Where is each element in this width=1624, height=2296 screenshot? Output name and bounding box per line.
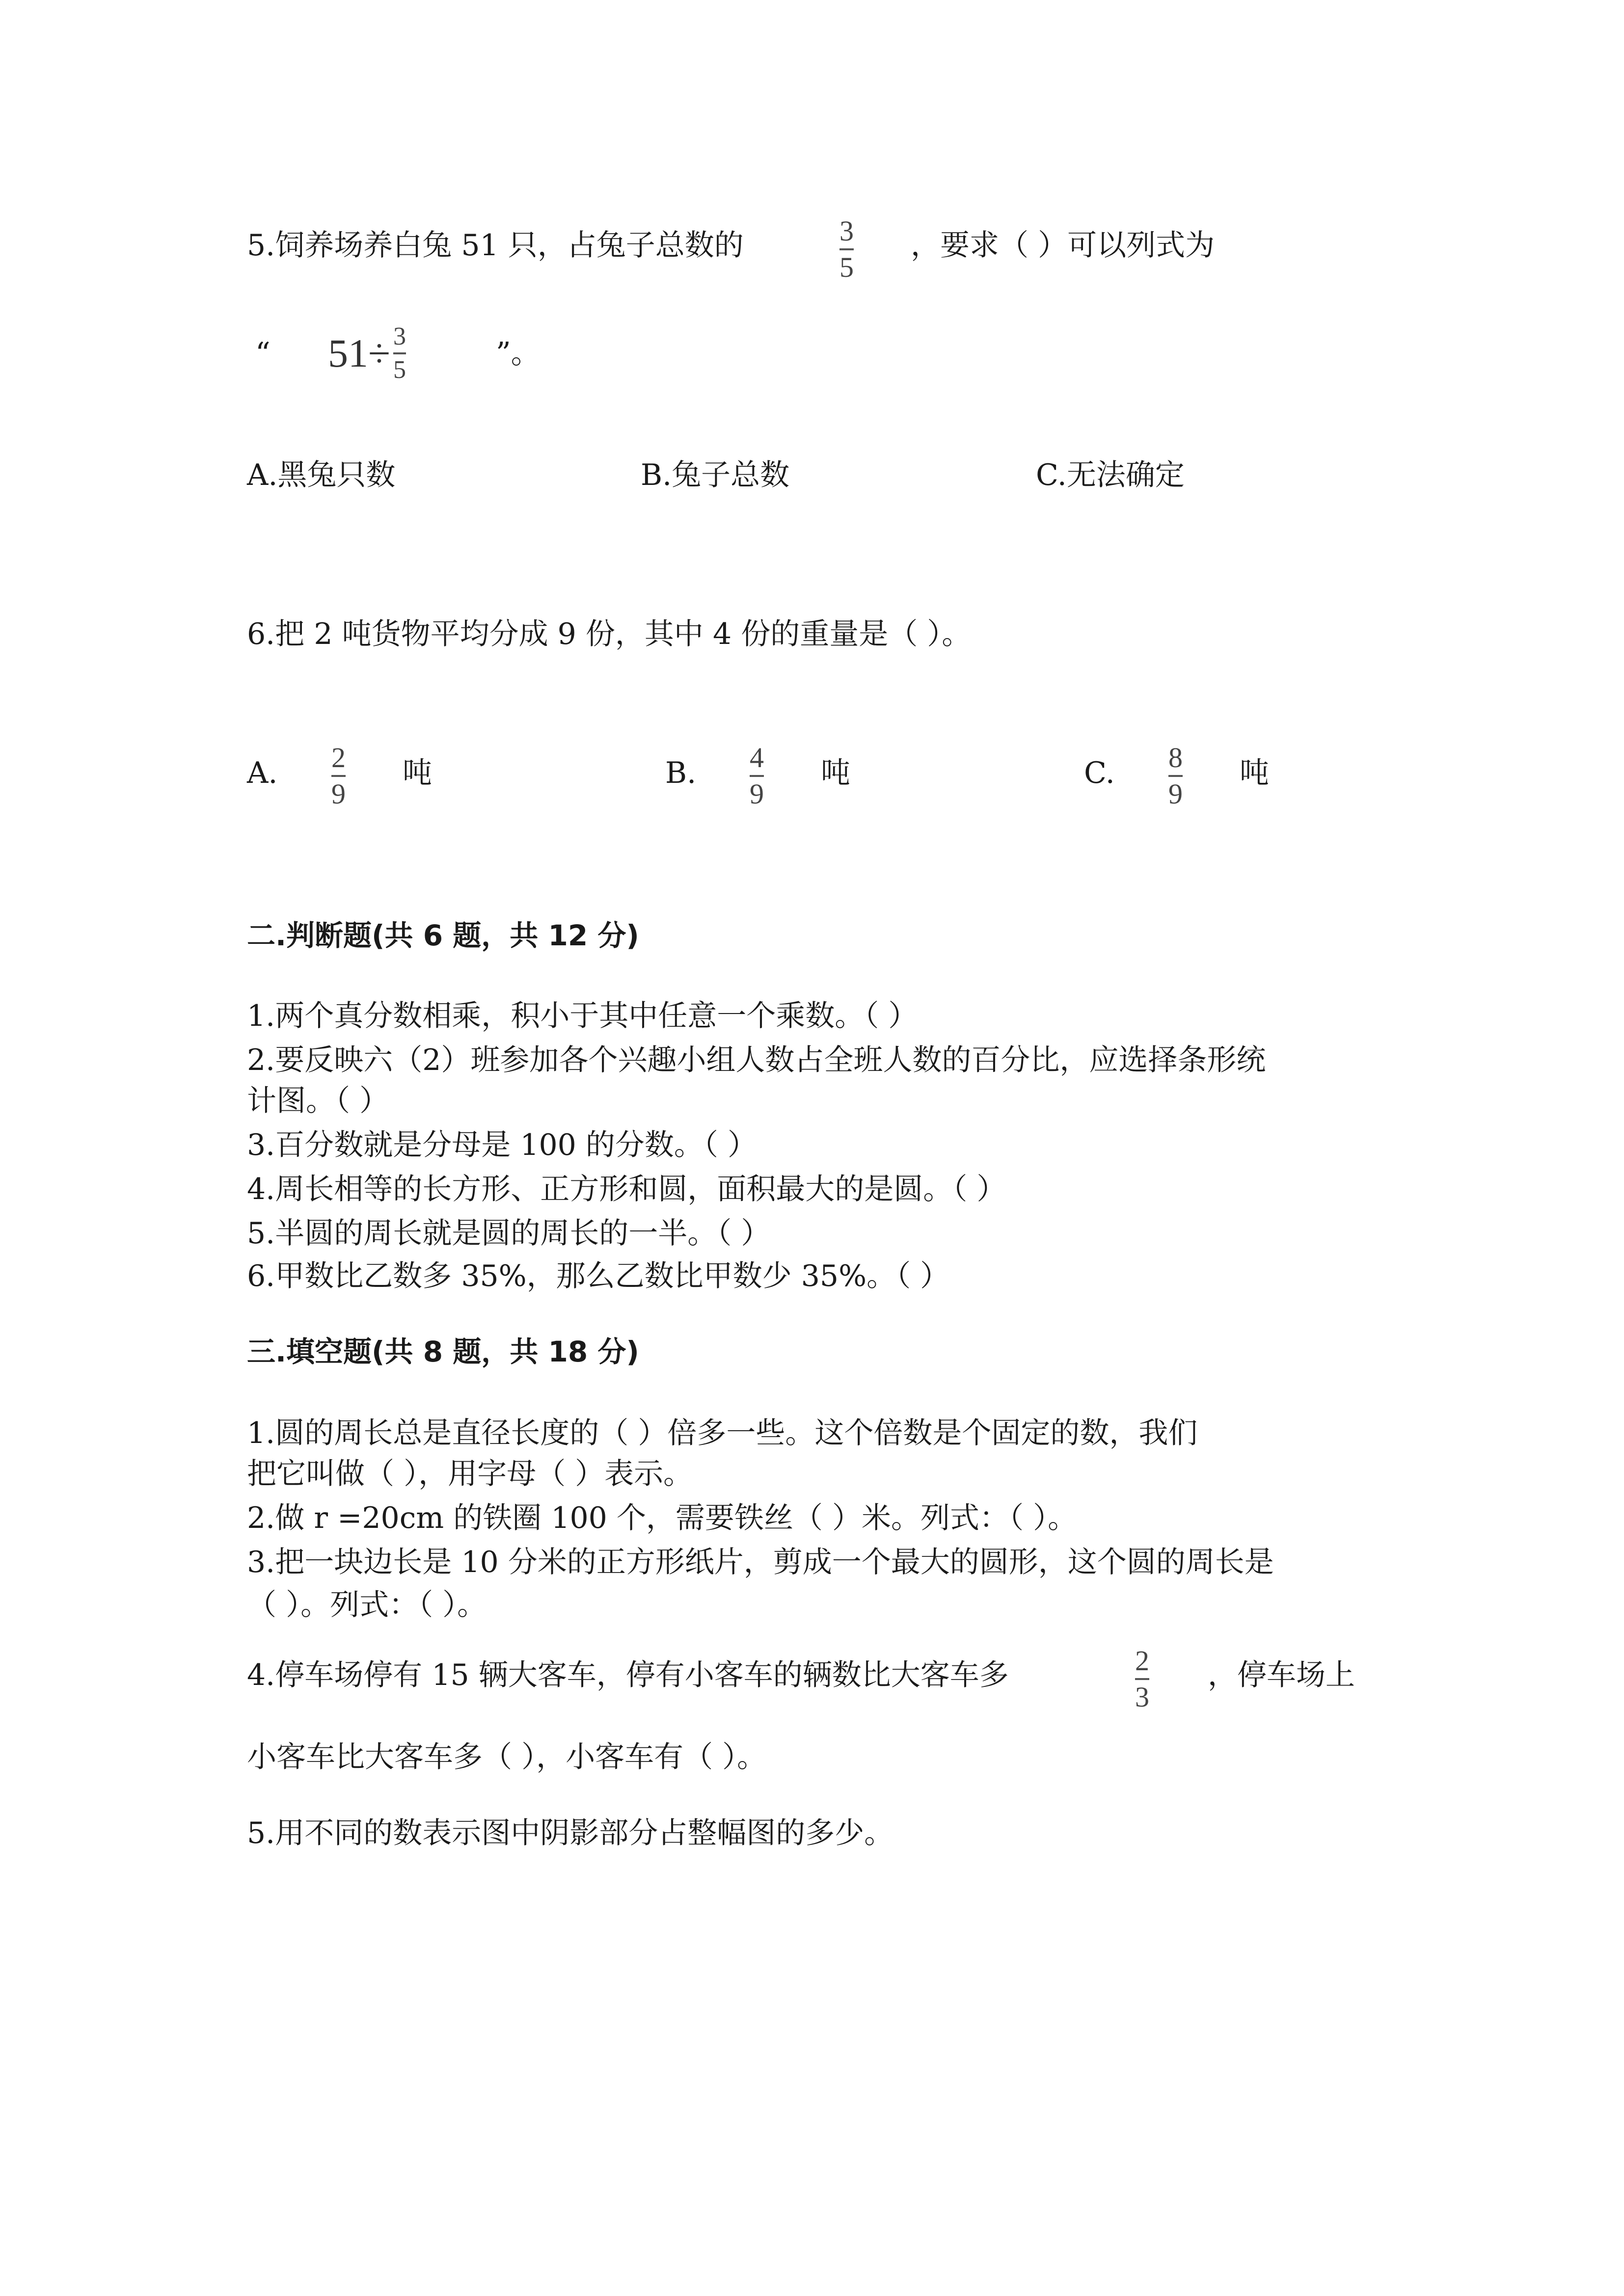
section3-line-1: 1.圆的周长总是直径长度的（ ）倍多一些。这个倍数是个固定的数，我们 [247,1416,1198,1450]
section2-line-7: 6.甲数比乙数多 35%，那么乙数比甲数少 35%。（ ） [247,1259,950,1293]
q5-expression-den: 5 [393,356,406,384]
fraction-bar [750,775,764,777]
q5-close-quote: ”。 [496,336,541,371]
fraction-bar [331,775,346,777]
fraction-bar [393,352,406,354]
q6-option-c-num: 8 [1168,742,1183,774]
section3-q4-den: 3 [1135,1681,1149,1713]
q6-option-a-den: 9 [331,778,346,810]
section3-q4-num: 2 [1135,1645,1149,1677]
q5-expression-fraction [393,324,406,383]
q5-line1-a: 5.饲养场养白兔 51 只，占兔子总数的 [247,228,744,263]
q6-option-b-den: 9 [750,778,764,810]
fraction-bar [1135,1678,1149,1680]
fraction-bar [1168,775,1183,777]
section2-line-6: 5.半圆的周长就是圆的周长的一半。（ ） [247,1216,771,1251]
section2-line-5: 4.周长相等的长方形、正方形和圆，面积最大的是圆。（ ） [247,1172,1006,1206]
section3-line-3: 2.做 r =20cm 的铁圈 100 个，需要铁丝（ ）米。列式：（ ）。 [247,1501,1078,1535]
section3-heading: 三.填空题(共 8 题，共 18 分) [247,1335,639,1368]
q5-fraction-num: 3 [839,215,854,247]
q6-option-c-label: C. [1084,756,1115,790]
section2-line-4: 3.百分数就是分母是 100 的分数。（ ） [247,1128,757,1162]
q6-option-a-label: A. [247,756,278,790]
q6-option-a-num: 2 [331,742,346,774]
q5-expression-num: 3 [393,322,406,350]
q6-text: 6.把 2 吨货物平均分成 9 份，其中 4 份的重量是（ ）。 [247,617,972,651]
section2-line-2: 2.要反映六（2）班参加各个兴趣小组人数占全班人数的百分比，应选择条形统 [247,1043,1266,1077]
q6-option-b-label: B. [665,756,697,790]
section2-heading: 二.判断题(共 6 题，共 12 分) [247,919,639,952]
q6-option-a-fraction [331,744,346,808]
q5-option-a: A.黑兔只数 [247,458,396,492]
q6-option-c-den: 9 [1168,778,1183,810]
q5-line1-b: ，要求（ ）可以列式为 [911,228,1215,263]
q5-fraction-den: 5 [839,251,854,283]
q5-option-b: B.兔子总数 [641,458,790,492]
section3-q4-b: ，停车场上 [1208,1658,1355,1692]
section3-line-4: 3.把一块边长是 10 分米的正方形纸片，剪成一个最大的圆形，这个圆的周长是 [247,1545,1274,1579]
q5-expression-prefix: 51÷ [328,331,391,375]
section3-q4-line2: 小客车比大客车多（ ），小客车有（ ）。 [247,1740,767,1774]
q5-expression [328,324,406,383]
q6-option-c-unit: 吨 [1240,756,1269,790]
fraction-bar [839,248,854,250]
section2-line-1: 1.两个真分数相乘，积小于其中任意一个乘数。（ ） [247,999,918,1033]
section3-line-5: （ ）。列式：（ ）。 [247,1588,487,1622]
section3-q4-a: 4.停车场停有 15 辆大客车，停有小客车的辆数比大客车多 [247,1658,1009,1692]
q6-option-c-fraction [1168,744,1183,808]
q5-open-quote: “ [255,336,271,371]
q6-option-b-fraction [750,744,764,808]
section3-q4-fraction [1135,1647,1149,1711]
section3-q5: 5.用不同的数表示图中阴影部分占整幅图的多少。 [247,1816,894,1850]
q5-fraction [839,217,854,282]
q6-option-a-unit: 吨 [403,756,432,790]
q6-option-b-num: 4 [750,742,764,774]
q5-option-c: C.无法确定 [1036,458,1185,492]
section2-line-3: 计图。（ ） [247,1084,389,1118]
section3-line-2: 把它叫做（ ），用字母（ ）表示。 [247,1457,693,1491]
q6-option-b-unit: 吨 [821,756,850,790]
